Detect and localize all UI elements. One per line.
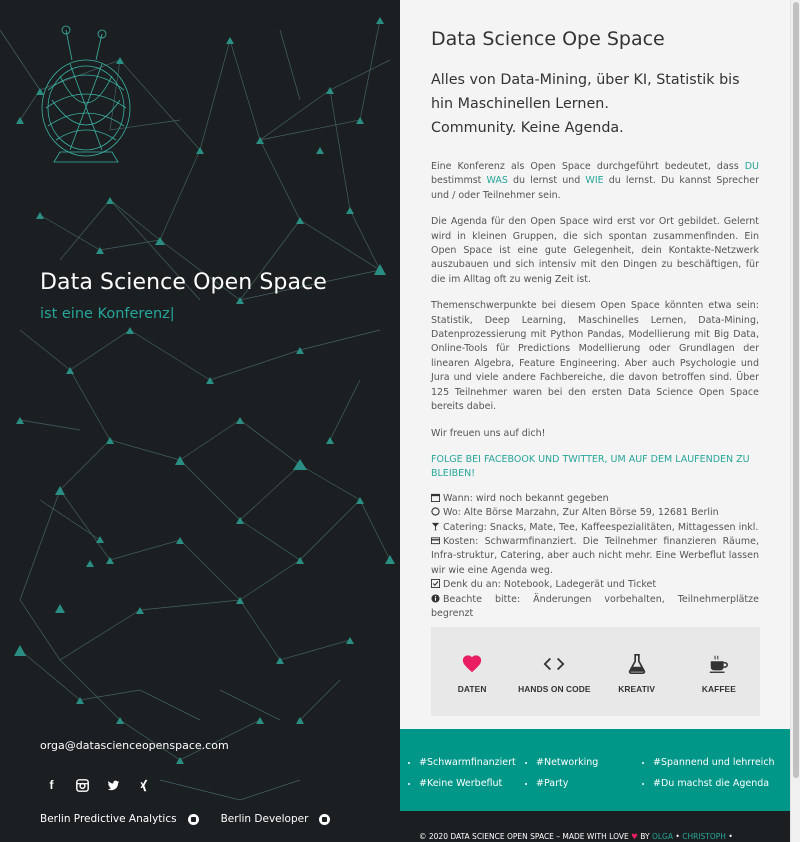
hero-title: Data Science Open Space: [40, 270, 327, 295]
meetup-label: Berlin Developer: [220, 813, 309, 825]
twitter-icon[interactable]: [98, 775, 129, 795]
info-row-notice: Beachte bitte: Änderungen vorbehalten, Teilnehmerplätze begrenzt: [431, 593, 759, 619]
footer-separator: •: [728, 832, 733, 841]
info-row-catering: Catering: Snacks, Mate, Tee, Kaffeespezialitäten, Mittagessen inkl.: [431, 521, 759, 535]
author-link-christoph[interactable]: CHRISTOPH: [682, 832, 726, 841]
feature-kaffee: [678, 627, 760, 716]
hashtag-item[interactable]: • #Schwarmfinanziert: [419, 753, 516, 774]
info-row-when: Wann: wird noch bekannt gegeben: [431, 492, 759, 506]
main-content: [431, 28, 759, 621]
footer-by: BY: [640, 832, 650, 841]
instagram-icon[interactable]: [67, 775, 98, 795]
hashtag-item[interactable]: • #Networking: [536, 753, 598, 774]
footer: [400, 811, 790, 842]
meetup-icon: [319, 814, 330, 825]
features-box: [431, 627, 760, 716]
scrollbar-thumb[interactable]: [793, 2, 799, 778]
credit-card-icon: [431, 536, 440, 545]
feature-label: DATEN: [457, 684, 487, 694]
meetup-label: Berlin Predictive Analytics: [40, 813, 177, 825]
page-title: Data Science Ope Space: [431, 28, 665, 50]
welcome-paragraph: Wir freuen uns auf dich!: [431, 427, 546, 439]
info-row-bring: Denk du an: Notebook, Ladegerät und Ticket: [431, 578, 759, 592]
meetup-link-berlin-predictive-analytics[interactable]: [40, 813, 199, 825]
highlight-wie: WIE: [585, 175, 604, 187]
hashtag-column: [409, 753, 516, 794]
feature-daten: [431, 627, 513, 716]
hashtag-item[interactable]: • #Spannend und lehrreich: [653, 753, 775, 774]
flask-icon: [626, 653, 648, 675]
feature-label: KREATIV: [618, 684, 656, 694]
checkbox-icon: [431, 579, 440, 588]
meetup-links: [40, 813, 352, 825]
feature-hands-on-code: [513, 627, 595, 716]
robot-logo-icon: [42, 26, 130, 162]
lead-text: [431, 68, 759, 140]
highlight-was: WAS: [486, 175, 508, 187]
meetup-icon: [188, 814, 199, 825]
hero-subtitle: ist eine Konferenz|: [40, 306, 175, 322]
social-links: [36, 775, 160, 795]
feature-label: HANDS ON CODE: [518, 684, 591, 694]
hashtag-column: [526, 753, 598, 794]
info-icon: [431, 594, 440, 603]
hashtag-item[interactable]: • #Keine Werbeflut: [419, 774, 516, 795]
hashtag-column: [643, 753, 775, 794]
footer-copyright: © 2020 DATA SCIENCE OPEN SPACE – MADE WITH LOVE: [419, 832, 629, 841]
hashtag-bar: [400, 729, 790, 811]
author-link-olga[interactable]: OLGA: [651, 832, 673, 841]
topics-paragraph: Themenschwerpunkte bei diesem Open Space könnten etwa sein: Statistik, Deep Learning, Maschinelles Lernen, Data-Mining, Datenprozessierung mit Python Pandas, Modellierung mit Big Data, Online-Tools für Predictions Modellierung oder Grundlagen der linearen Algebra, Feature Engineering. Aber auch Psychologie und Jura und viele andere Fachbereiche, die davon betroffen sind. Über 125 Teilnehmer waren bei den ersten Data Science Open Space bereits dabei.: [431, 300, 759, 413]
location-icon: [431, 507, 440, 516]
calendar-icon: [431, 493, 440, 502]
intro-paragraph: Eine Konferenz als Open Space durchgeführt bedeutet, dass DU bestimmst WAS du lernst und WIE du lernst. Du kannst Sprecher und / oder Teilnehmer sein.: [431, 161, 759, 201]
xing-icon[interactable]: [129, 775, 160, 795]
footer-separator: •: [675, 832, 680, 841]
facebook-icon[interactable]: f: [49, 778, 54, 792]
scrollbar[interactable]: [790, 0, 800, 842]
meetup-link-berlin-developer[interactable]: [221, 813, 331, 825]
highlight-du: DU: [744, 161, 759, 172]
hashtag-item[interactable]: • #Party: [536, 774, 598, 795]
cocktail-icon: [431, 522, 440, 531]
agenda-paragraph: Die Agenda für den Open Space wird erst vor Ort gebildet. Gelernt wird in kleinen Gruppen, die sich spontan zusammenfinden. Ein Open Space ist eine gute Gelegenheit, dein Kontakte-Netzwerk auszubauen und sich intensiv mit den Dingen zu beschäftigen, für die im Alltag oft zu wenig Zeit ist.: [431, 216, 759, 285]
code-icon: [543, 653, 565, 675]
feature-label: KAFFEE: [701, 684, 736, 694]
info-row-costs: Kosten: Schwarmfinanziert. Die Teilnehmer finanzieren Räume, Infra-struktur, Catering, aber auch nicht mehr. Eine Werbeflut lassen wir wie eine Agenda weg.: [431, 535, 759, 576]
event-info-list: [431, 492, 759, 622]
follow-link[interactable]: FOLGE BEI FACEBOOK UND TWITTER, UM AUF DEM LAUFENDEN ZU BLEIBEN!: [431, 453, 750, 480]
hashtag-item[interactable]: • #Du machst die Agenda: [653, 774, 775, 795]
coffee-icon: [708, 653, 730, 675]
content-panel: [400, 0, 790, 842]
contact-email-link[interactable]: orga@datascienceopenspace.com: [40, 739, 229, 752]
feature-kreativ: [596, 627, 678, 716]
heart-icon: [461, 653, 483, 675]
info-row-where: Wo: Alte Börse Marzahn, Zur Alten Börse 59, 12681 Berlin: [431, 506, 759, 520]
heart-icon: ♥: [631, 832, 638, 841]
lead-line-2: Community. Keine Agenda.: [431, 120, 624, 136]
lead-line-1: Alles von Data-Mining, über KI, Statistik bis hin Maschinellen Lernen.: [431, 72, 740, 112]
